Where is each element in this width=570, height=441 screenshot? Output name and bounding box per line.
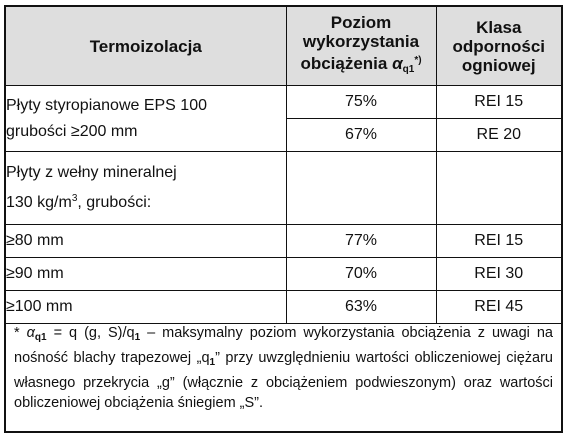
header-load-level	[286, 7, 436, 86]
q-subscript: 1	[209, 357, 216, 368]
table-frame	[4, 5, 563, 433]
wool-label-line2	[6, 186, 286, 216]
header-col2-word: obciążenia	[300, 54, 388, 73]
fire-resistance-table	[6, 7, 561, 324]
load-level-cell: 75%	[286, 86, 436, 119]
load-level-cell: 67%	[286, 119, 436, 152]
thickness-caption: , grubości:	[77, 194, 152, 211]
density-value: 130 kg/m	[6, 194, 72, 211]
footnote-mark: *)	[414, 55, 422, 66]
footnote-body-end: ” przy uwzględnieniu wartości obliczeniowej ciężaru własnego przekrycia „g” (włącznie z obciążeniem podwieszonym) oraz wartości obliczeniowej obciążenia śniegiem „S”.	[14, 350, 553, 411]
thickness-cell: ≥90 mm	[6, 258, 286, 291]
empty-cell	[286, 152, 436, 225]
table-row	[6, 291, 561, 324]
header-col1-text: Termoizolacja	[89, 36, 202, 56]
fire-class-cell: REI 15	[436, 225, 561, 258]
fire-class-cell: REI 15	[436, 86, 561, 119]
table-row	[6, 86, 561, 119]
header-col2-line2: wykorzystania	[302, 32, 420, 51]
fire-class-cell: RE 20	[436, 119, 561, 152]
header-col2-line1: Poziom	[330, 13, 392, 32]
wool-label-line1: Płyty z wełny mineralnej	[6, 164, 177, 181]
header-col3-line2: odporności	[452, 36, 546, 56]
eps-label-cell	[6, 86, 286, 152]
eps-label-line1: Płyty styropianowe EPS 100	[6, 96, 207, 114]
footnote-formula: = q (g, S)/q	[46, 325, 135, 341]
alpha-subscript: q1	[402, 64, 415, 75]
density-exponent: 3	[71, 193, 78, 204]
header-col3-line1: Klasa	[476, 17, 522, 37]
thickness-cell: ≥100 mm	[6, 291, 286, 324]
footnote	[14, 323, 553, 413]
alpha-subscript: q1	[34, 332, 47, 343]
footnote-body: – maksymalny poziom wykorzystania obciążenia z uwagi na nośność blachy trapezowej „q	[14, 325, 553, 366]
load-level-cell: 77%	[286, 225, 436, 258]
q-subscript: 1	[134, 332, 141, 343]
header-fire-class	[436, 7, 561, 86]
wool-label-cell	[6, 152, 286, 225]
header-col2-line3	[287, 51, 436, 79]
alpha-symbol: α	[26, 325, 35, 341]
eps-label-line2: grubości ≥200 mm	[6, 122, 138, 140]
table-row	[6, 258, 561, 291]
header-col3-line3: ogniowej	[461, 55, 536, 75]
header-row	[6, 7, 561, 86]
thickness-cell: ≥80 mm	[6, 225, 286, 258]
load-level-cell: 63%	[286, 291, 436, 324]
table-row	[6, 152, 561, 225]
empty-cell	[436, 152, 561, 225]
header-thermal-insulation	[6, 7, 286, 86]
table-row	[6, 225, 561, 258]
footnote-star: *	[14, 325, 20, 341]
footnote-text	[14, 323, 553, 413]
load-level-cell: 70%	[286, 258, 436, 291]
alpha-symbol: α	[392, 54, 403, 73]
fire-class-cell: REI 45	[436, 291, 561, 324]
fire-class-cell: REI 30	[436, 258, 561, 291]
